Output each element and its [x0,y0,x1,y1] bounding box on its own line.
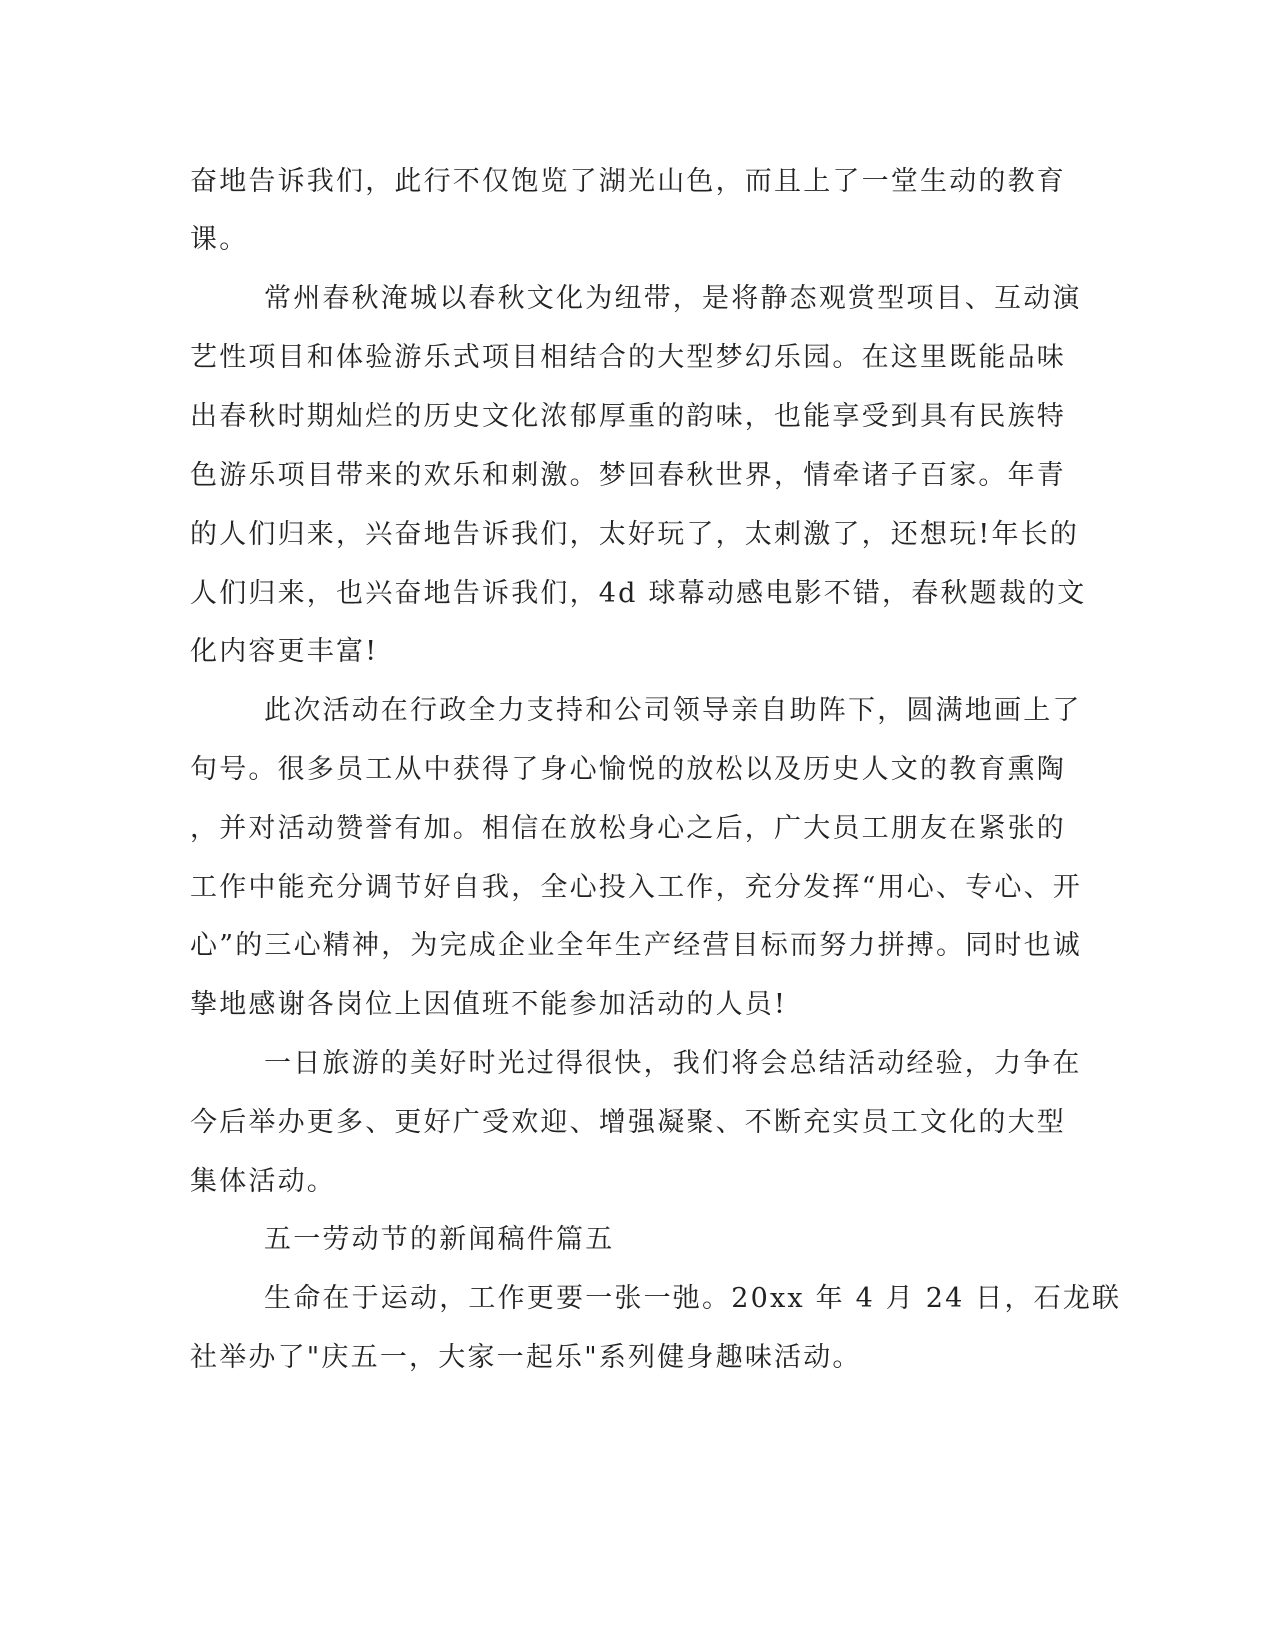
text-line-9: 化内容更丰富! [190,636,379,667]
text-line-11: 句号。很多员工从中获得了身心愉悦的放松以及历史人文的教育熏陶 [190,754,1066,785]
text-line-21: 社举办了"庆五一，大家一起乐"系列健身趣味活动。 [190,1342,862,1373]
text-line-4: 艺性项目和体验游乐式项目相结合的大型梦幻乐园。在这里既能品味 [190,342,1066,373]
text-line-6: 色游乐项目带来的欢乐和刺激。梦回春秋世界，情牵诸子百家。年青 [190,460,1066,491]
text-line-16: 一日旅游的美好时光过得很快，我们将会总结活动经验，力争在 [264,1048,1082,1079]
text-line-8: 人们归来，也兴奋地告诉我们，4d 球幕动感电影不错，春秋题裁的文 [190,578,1087,609]
text-line-20: 生命在于运动，工作更要一张一弛。20xx 年 4 月 24 日，石龙联 [264,1283,1122,1314]
text-line-12: ，并对活动赞誉有加。相信在放松身心之后，广大员工朋友在紧张的 [190,813,1066,844]
text-line-15: 挚地感谢各岗位上因值班不能参加活动的人员! [190,989,788,1020]
text-line-13: 工作中能充分调节好自我，全心投入工作，充分发挥“用心、专心、开 [190,872,1083,903]
text-line-7: 的人们归来，兴奋地告诉我们，太好玩了，太刺激了，还想玩!年长的 [190,519,1080,550]
text-line-1: 奋地告诉我们，此行不仅饱览了湖光山色，而且上了一堂生动的教育 [190,166,1066,197]
text-line-17: 今后举办更多、更好广受欢迎、增强凝聚、不断充实员工文化的大型 [190,1107,1066,1138]
section-heading: 五一劳动节的新闻稿件篇五 [264,1224,615,1255]
text-line-2: 课。 [190,224,249,255]
text-line-14: 心”的三心精神，为完成企业全年生产经营目标而努力拼搏。同时也诚 [190,930,1083,961]
text-line-18: 集体活动。 [190,1166,336,1197]
text-line-3: 常州春秋淹城以春秋文化为纽带，是将静态观赏型项目、互动演 [264,283,1082,314]
text-line-10: 此次活动在行政全力支持和公司领导亲自助阵下，圆满地画上了 [264,695,1082,726]
text-line-5: 出春秋时期灿烂的历史文化浓郁厚重的韵味，也能享受到具有民族特 [190,401,1066,432]
